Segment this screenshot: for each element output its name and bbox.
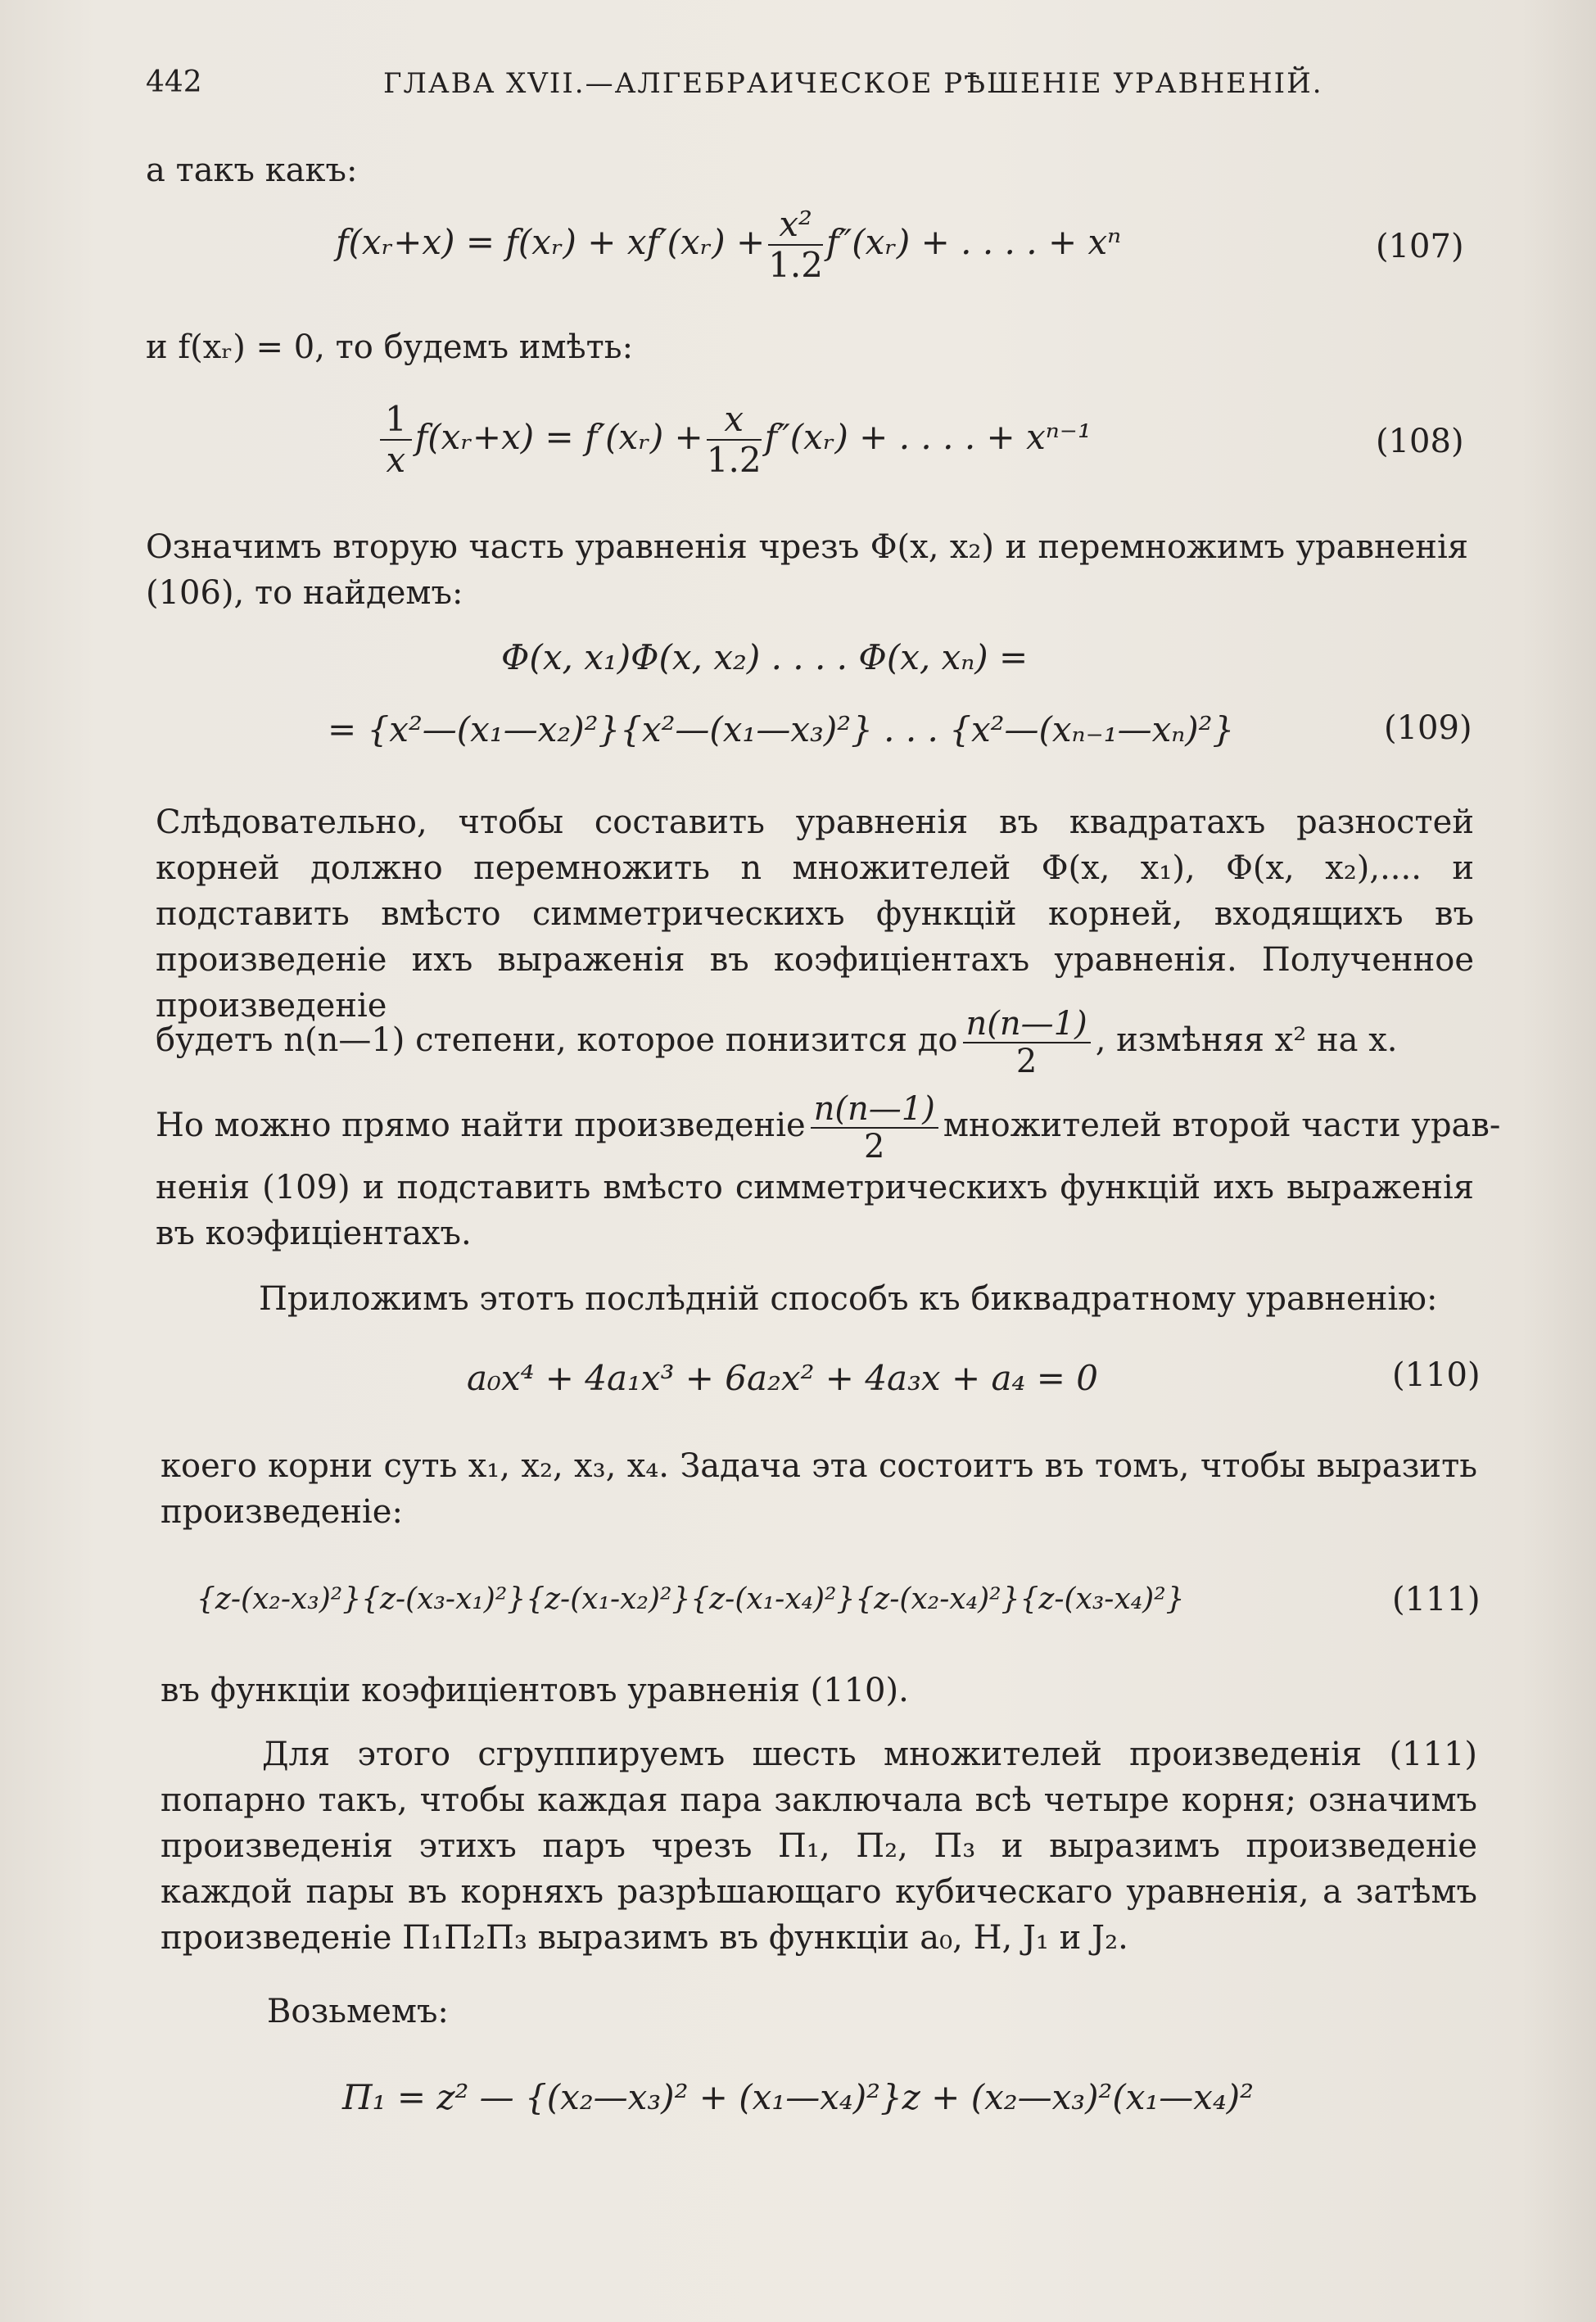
text-direct-after: множителей второй части урав- [943, 1107, 1501, 1144]
equation-110: a₀x⁴ + 4a₁x³ + 6a₂x² + 4a₃x + a₄ = 0 [467, 1358, 1098, 1398]
fraction-nn1-b-den: 2 [864, 1128, 885, 1166]
line-degree [156, 1006, 1397, 1080]
equation-109-line2: = {x²—(x₁—x₂)²}{x²—(x₁—x₃)²} . . . {x²—(xₙ₋₁—xₙ)²} [328, 709, 1235, 749]
text-degree-after: , измѣняя x² на x. [1095, 1021, 1398, 1059]
fraction-nn1-a [963, 1006, 1091, 1080]
eq108-frac2-den: 1.2 [706, 440, 762, 480]
text-direct-before: Но можно прямо найти произведеніе [156, 1107, 806, 1144]
equation-111: {z-(x₂-x₃)²}{z-(x₃-x₁)²}{z-(x₁-x₂)²}{z-(x₁-x₄)²}{z-(x₂-x₄)²}{z-(x₃-x₄)²} [197, 1582, 1185, 1616]
eq108-number: (108) [1376, 423, 1464, 460]
eq109-number: (109) [1384, 709, 1472, 747]
eq107-right: f″(xᵣ) + . . . . + xⁿ [825, 222, 1122, 262]
text-roots: коего корни суть x₁, x₂, x₃, x₄. Задача эта состоитъ въ томъ, чтобы выразить произведеніе: [161, 1447, 1477, 1531]
eq108-right: f″(xᵣ) + . . . . + xⁿ⁻¹ [764, 417, 1092, 457]
text-direct-rest: ненія (109) и подставить вмѣсто симметрическихъ функцій ихъ выраженія въ коэфиціентахъ. [156, 1169, 1474, 1252]
text-degree-before: будетъ n(n—1) степени, которое понизится до [156, 1021, 958, 1059]
page-number: 442 [146, 66, 202, 99]
text-apply: Приложимъ этотъ послѣдній способъ къ биквадратному уравненію: [259, 1280, 1438, 1318]
paragraph-designate [146, 524, 1468, 616]
eq108-mid: f(xᵣ+x) = f′(xᵣ) + [414, 417, 703, 457]
text-function: въ функціи коэфиціентовъ уравненія (110). [161, 1672, 909, 1709]
eq110-number: (110) [1392, 1356, 1481, 1394]
eq107-fraction [768, 205, 823, 285]
eq108-frac1-den: x [386, 440, 406, 480]
paragraph-roots [161, 1443, 1477, 1535]
eq108-fraction-1 [380, 400, 412, 480]
equation-pi1: Π₁ = z² — {(x₂—x₃)² + (x₁—x₄)²}z + (x₂—x₃)²(x₁—x₄)² [342, 2077, 1254, 2117]
eq111-number: (111) [1392, 1581, 1481, 1618]
equation-108 [377, 400, 1092, 480]
paragraph-direct-rest [156, 1165, 1474, 1256]
eq108-fraction-2 [707, 400, 762, 480]
eq107-frac-num: x² [768, 205, 823, 246]
eq108-frac1-num: 1 [380, 400, 412, 441]
text-group: Для этого сгруппируемъ шесть множителей произведенія (111) попарно такъ, чтобы каждая пара заключала всѣ четыре корня; означимъ произведенія этихъ паръ чрезъ Π₁, Π₂, Π₃ и выразимъ произведеніе каждой пары въ корняхъ разрѣшающаго кубическаго уравненія, а затѣмъ произведеніе Π₁Π₂Π₃ выразимъ въ функціи a₀, H, J₁ и J₂. [161, 1736, 1477, 1957]
fraction-nn1-b-num: n(n—1) [811, 1091, 938, 1129]
eq107-number: (107) [1376, 228, 1464, 265]
line-direct [156, 1091, 1500, 1165]
fraction-nn1-a-num: n(n—1) [963, 1006, 1091, 1043]
equation-107 [336, 205, 1121, 285]
text-condition: и f(xᵣ) = 0, то будемъ имѣть: [146, 328, 634, 366]
running-title: ГЛАВА XVII.—АЛГЕБРАИЧЕСКОЕ РѢШЕНІЕ УРАВНЕНІЙ. [383, 67, 1323, 100]
equation-109-line1: Φ(x, x₁)Φ(x, x₂) . . . . Φ(x, xₙ) = [501, 637, 1029, 677]
paragraph-consequence [156, 799, 1474, 1029]
fraction-nn1-a-den: 2 [1015, 1043, 1038, 1080]
page-edge-shadow [1522, 0, 1596, 2322]
text-intro: а такъ какъ: [146, 152, 358, 189]
text-designate: Означимъ вторую часть уравненія чрезъ Φ(x, x₂) и перемножимъ уравненія (106), то найдемъ: [146, 528, 1468, 612]
text-take: Возьмемъ: [267, 1993, 449, 2030]
text-consequence: Слѣдовательно, чтобы составить уравненія въ квадратахъ разностей корней должно перемножить n множителей Φ(x, x₁), Φ(x, x₂),.... и подставить вмѣсто симметрическихъ функцій корней, входящихъ въ произведеніе ихъ выраженія въ коэфиціентахъ уравненія. Полученное произведеніе [156, 803, 1474, 1025]
eq107-left: f(xᵣ+x) = f(xᵣ) + xf′(xᵣ) + [336, 222, 766, 262]
paragraph-group [161, 1731, 1477, 1961]
fraction-nn1-b [811, 1091, 938, 1165]
eq107-frac-den: 1.2 [768, 245, 823, 285]
eq108-frac2-num: x [707, 400, 762, 441]
